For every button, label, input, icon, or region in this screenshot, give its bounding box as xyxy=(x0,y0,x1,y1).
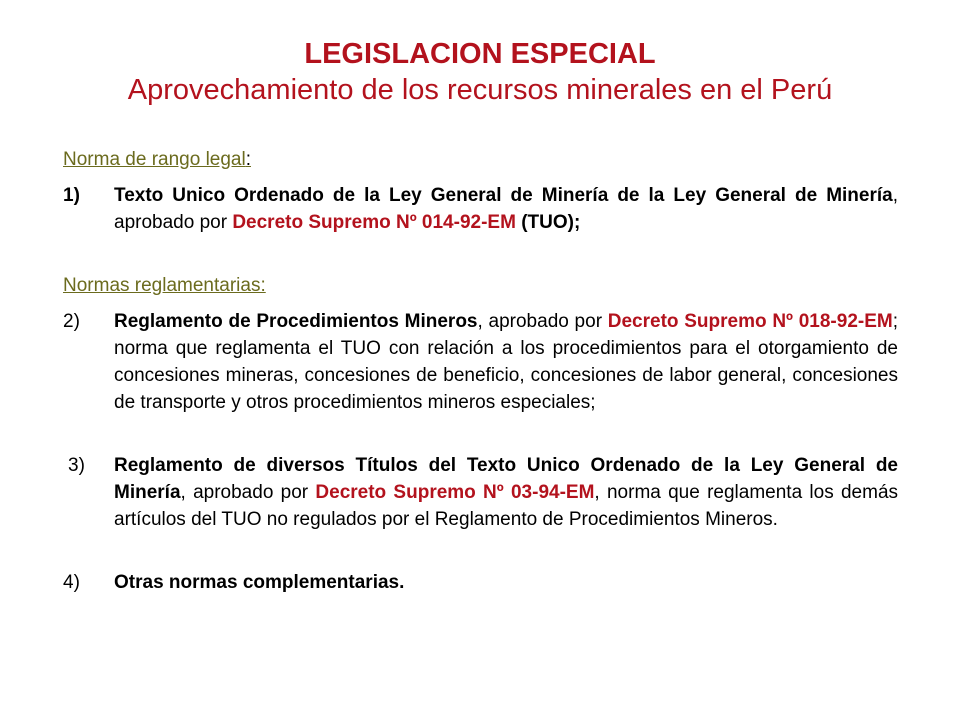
item-decree: Decreto Supremo Nº 018-92-EM xyxy=(607,311,893,332)
section-heading-legal-text: Norma de rango legal xyxy=(63,149,246,170)
item-name: Reglamento de Procedimientos Mineros xyxy=(114,311,478,332)
item-decree: Decreto Supremo Nº 014-92-EM xyxy=(232,212,516,233)
section-heading-reglamentarias: Normas reglamentarias: xyxy=(63,275,266,296)
item-mid: , aprobado por xyxy=(477,311,608,332)
item-tail: (TUO); xyxy=(515,212,581,233)
item-number: 3) xyxy=(68,455,85,476)
item-text xyxy=(114,182,898,236)
section-heading-colon: : xyxy=(245,149,251,170)
list-item-4 xyxy=(63,569,898,596)
item-name: Texto Unico Ordenado de la Ley General de Minería de la Ley General de Minería xyxy=(114,185,893,206)
list-item-2 xyxy=(63,308,898,416)
content-body xyxy=(63,146,898,596)
slide-title: LEGISLACION ESPECIAL xyxy=(304,38,656,70)
item-name: Otras normas complementarias. xyxy=(114,572,405,593)
item-number: 2) xyxy=(63,311,80,332)
item-tail: , norma que reglamenta los demás artículos del TUO no regulados por el Reglamento de Procedimientos Mineros. xyxy=(114,482,899,530)
item-name: Reglamento de diversos Títulos del Texto Unico Ordenado de la Ley General de Minería xyxy=(114,455,898,503)
title-block xyxy=(0,36,960,108)
item-mid: , aprobado por xyxy=(180,482,316,503)
item-text xyxy=(114,452,898,533)
item-decree: Decreto Supremo Nº 03-94-EM xyxy=(315,482,595,503)
list-item-1 xyxy=(63,182,898,236)
section-heading-legal xyxy=(63,146,898,173)
item-mid: , aprobado por xyxy=(114,185,898,233)
item-number: 4) xyxy=(63,572,80,593)
item-text xyxy=(114,308,898,416)
list-item-3 xyxy=(63,452,898,533)
item-number: 1) xyxy=(63,185,80,206)
slide-subtitle: Aprovechamiento de los recursos minerales en el Perú xyxy=(127,74,833,106)
item-tail: ; norma que reglamenta el TUO con relación a los procedimientos para el otorgamiento de concesiones mineras, concesiones de beneficio, concesiones de labor general, concesiones de transporte y otros procedimientos mineros especiales; xyxy=(114,311,898,413)
